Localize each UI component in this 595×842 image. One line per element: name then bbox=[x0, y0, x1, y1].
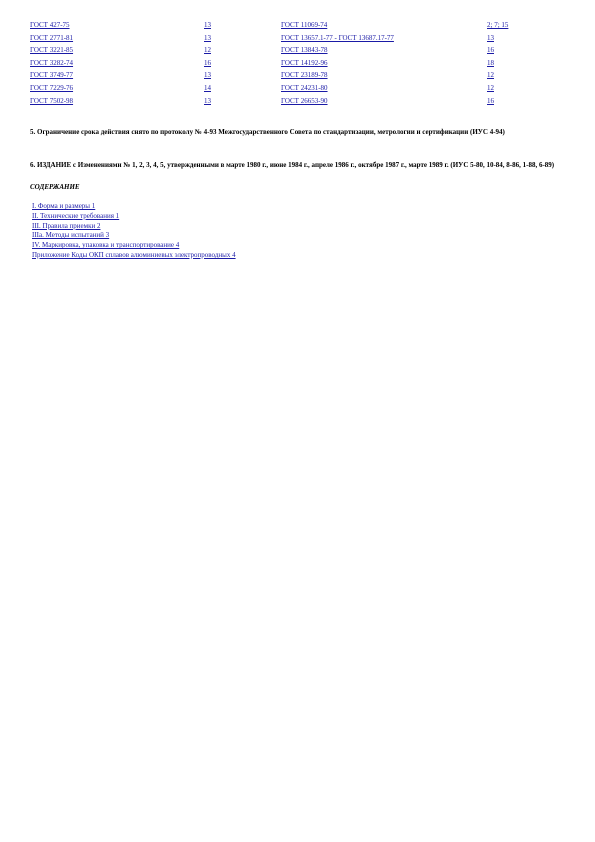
reference-doc-link[interactable]: ГОСТ 3221-85 bbox=[30, 46, 74, 55]
reference-doc-link[interactable]: ГОСТ 7229-76 bbox=[30, 83, 74, 92]
reference-row bbox=[30, 95, 547, 108]
reference-page-link[interactable]: 13 bbox=[487, 33, 494, 42]
reference-doc-link[interactable]: ГОСТ 26653-90 bbox=[281, 96, 328, 105]
reference-row bbox=[30, 69, 547, 82]
reference-doc-link[interactable]: ГОСТ 24231-80 bbox=[281, 83, 328, 92]
reference-page-link[interactable]: 12 bbox=[487, 83, 494, 92]
reference-page-link[interactable]: 16 bbox=[487, 96, 494, 105]
reference-page-link[interactable]: 14 bbox=[204, 83, 211, 92]
contents-heading: СОДЕРЖАНИЕ bbox=[30, 183, 80, 191]
reference-row bbox=[30, 57, 547, 70]
reference-doc-link[interactable]: ГОСТ 7502-98 bbox=[30, 96, 74, 105]
reference-row bbox=[30, 82, 547, 95]
reference-doc-link[interactable]: ГОСТ 11069-74 bbox=[281, 21, 328, 29]
reference-doc-link[interactable]: ГОСТ 13657.1-77 - ГОСТ 13687.17-77 bbox=[281, 33, 394, 42]
toc-link-test-methods[interactable]: IIIа. Методы испытаний 3 bbox=[32, 231, 110, 240]
note-item-5: 5. Ограничение срока действия снято по протоколу № 4-93 Межгосударственного Совета по стандартизации, метрологии и сертификации (ИУС 4-94) bbox=[30, 128, 505, 136]
reference-page-link[interactable]: 13 bbox=[204, 71, 211, 80]
note-item-6: 6. ИЗДАНИЕ с Изменениями № 1, 2, 3, 4, 5, утвержденными в марте 1980 г., июне 1984 г., апреле 1986 г., октябре 1987 г., марте 1989 г. (ИУС 5-80, 10-84, 8-86, 1-88, 6-89) bbox=[30, 161, 555, 169]
table-of-contents bbox=[32, 202, 236, 261]
reference-doc-link[interactable]: ГОСТ 427-75 bbox=[30, 21, 70, 29]
reference-page-link[interactable]: 12 bbox=[204, 46, 211, 55]
reference-page-link[interactable]: 16 bbox=[204, 58, 211, 67]
reference-page-link[interactable]: 16 bbox=[487, 46, 494, 55]
reference-page-link[interactable]: 13 bbox=[204, 33, 211, 42]
reference-page-link[interactable]: 13 bbox=[204, 21, 211, 29]
reference-doc-link[interactable]: ГОСТ 3282-74 bbox=[30, 58, 74, 67]
toc-link-technical-requirements[interactable]: II. Технические требования 1 bbox=[32, 211, 120, 220]
reference-page-link[interactable]: 18 bbox=[487, 58, 494, 67]
reference-doc-link[interactable]: ГОСТ 2771-81 bbox=[30, 33, 74, 42]
reference-row bbox=[30, 32, 547, 45]
reference-doc-link[interactable]: ГОСТ 3749-77 bbox=[30, 71, 74, 80]
toc-link-appendix-okp-codes[interactable]: Приложение Коды ОКП сплавов алюминиевых электропроводных 4 bbox=[32, 250, 236, 259]
reference-doc-link[interactable]: ГОСТ 14192-96 bbox=[281, 58, 328, 67]
toc-link-acceptance-rules[interactable]: III. Правила приемки 2 bbox=[32, 221, 101, 230]
reference-page-link[interactable]: 12 bbox=[487, 71, 494, 80]
reference-row bbox=[30, 19, 547, 32]
reference-page-link[interactable]: 2; 7; 15 bbox=[487, 21, 509, 29]
reference-row bbox=[30, 44, 547, 57]
toc-link-form-sizes[interactable]: I. Форма и размеры 1 bbox=[32, 202, 96, 210]
reference-doc-link[interactable]: ГОСТ 23189-78 bbox=[281, 71, 328, 80]
reference-page-link[interactable]: 13 bbox=[204, 96, 211, 105]
toc-link-marking-packaging[interactable]: IV. Маркировка, упаковка и транспортирование 4 bbox=[32, 241, 180, 250]
reference-doc-link[interactable]: ГОСТ 13843-78 bbox=[281, 46, 328, 55]
reference-table bbox=[30, 19, 547, 107]
